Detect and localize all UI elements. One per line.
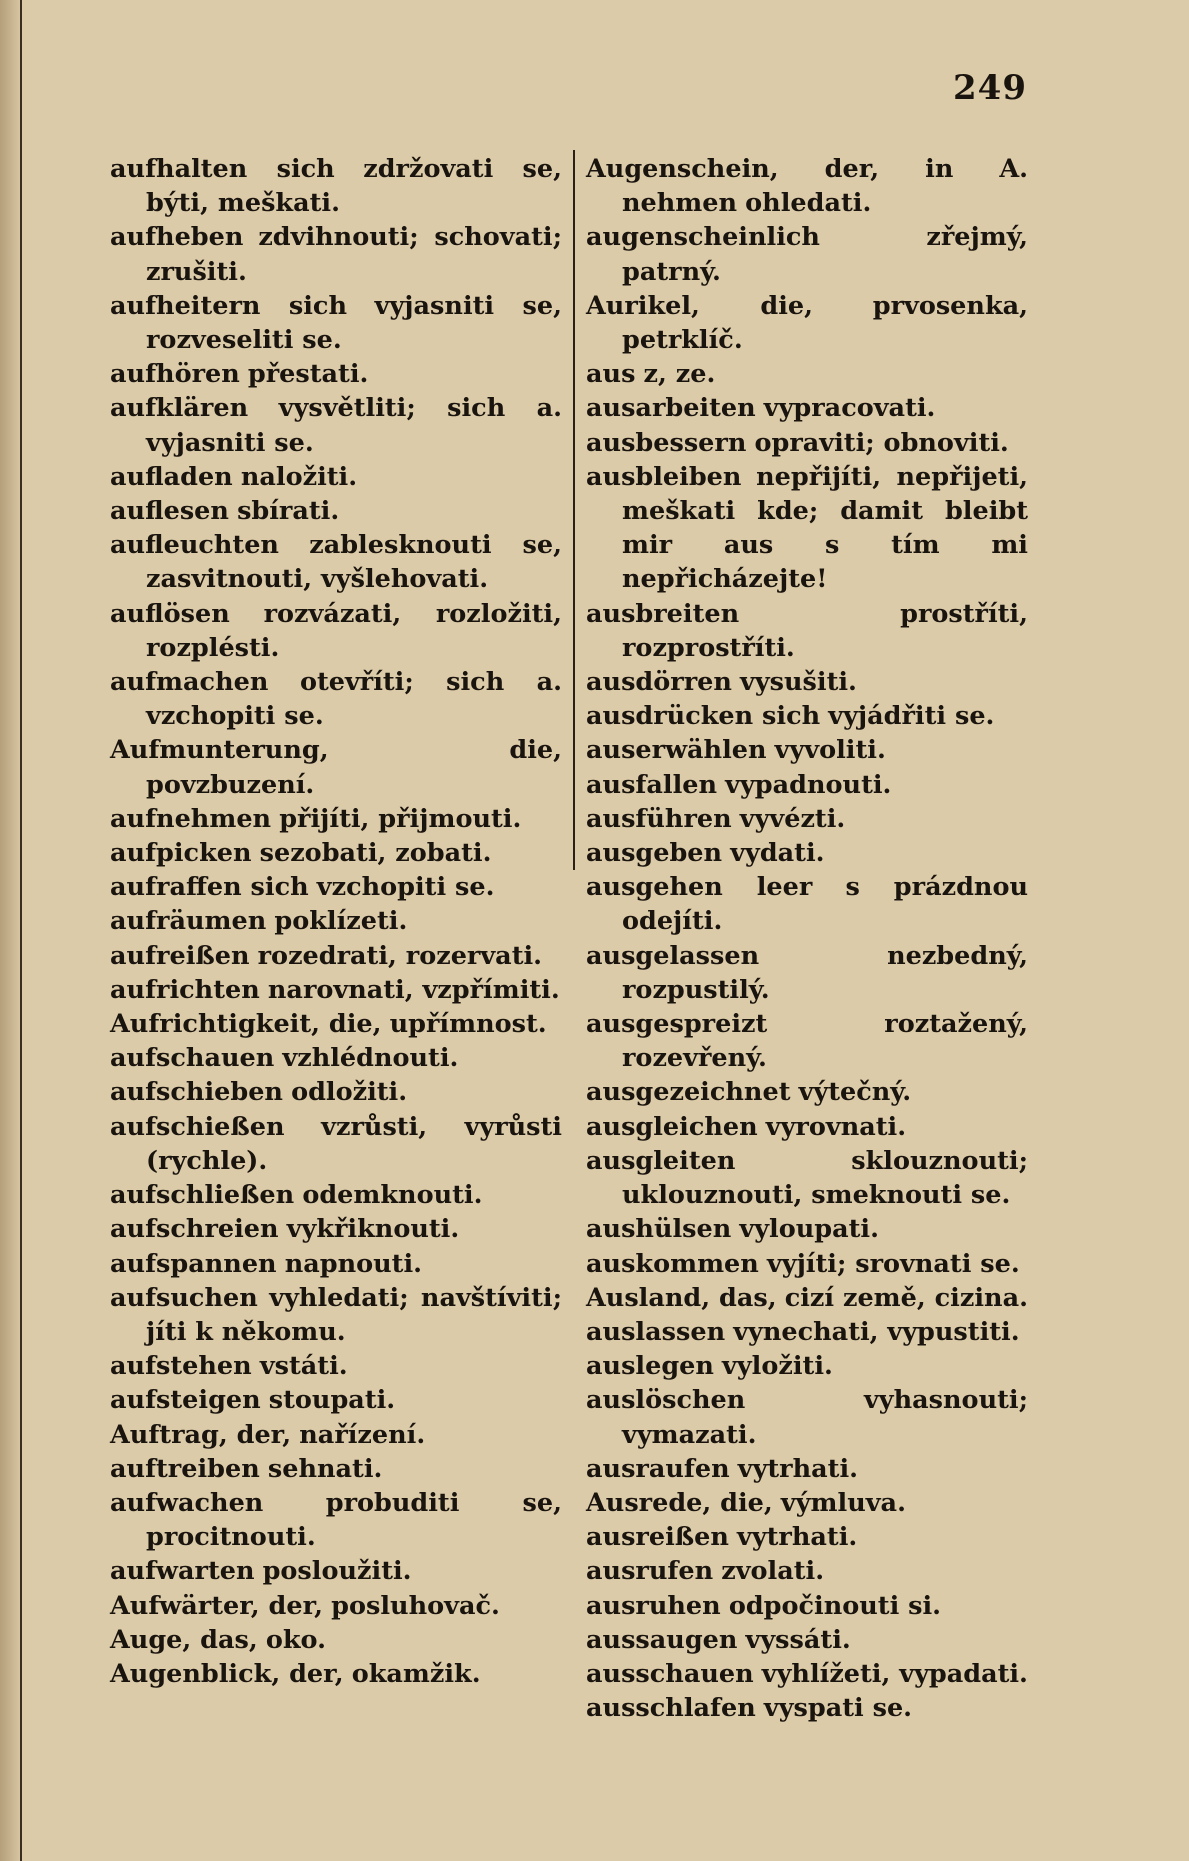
entry-gloss: cizí země, cizina. (784, 1282, 1028, 1313)
dictionary-entry (110, 220, 562, 288)
dictionary-entry (586, 460, 1028, 597)
entry-headword: auskommen (586, 1248, 759, 1279)
entry-headword: ausdörren (586, 667, 732, 698)
entry-headword: ausschlafen (586, 1693, 756, 1724)
dictionary-entry (586, 665, 1028, 699)
entry-headword: aufmachen (110, 667, 269, 698)
dictionary-entry (110, 289, 562, 357)
entry-headword: Aurikel, die, (586, 290, 814, 321)
entry-gloss: odložiti. (291, 1077, 408, 1108)
entry-headword: aufladen (110, 461, 233, 492)
entry-gloss: výtečný. (798, 1077, 912, 1108)
entry-gloss: vyssáti. (745, 1624, 851, 1655)
entry-headword: Augenblick, der, (110, 1658, 344, 1689)
entry-headword: aufsuchen (110, 1282, 258, 1313)
dictionary-entry (110, 665, 562, 733)
entry-gloss: vyspati se. (763, 1693, 913, 1724)
entry-headword: aufsteigen (110, 1385, 261, 1416)
entry-headword: Auftrag, der, (110, 1419, 292, 1450)
entry-gloss: vysvětliti; sich a. vyjasniti se. (146, 393, 562, 458)
dictionary-entry (110, 1486, 562, 1554)
entry-headword: aufschieben (110, 1077, 283, 1108)
entry-headword: Ausrede, die, (586, 1487, 773, 1518)
entry-headword: Auge, das, (110, 1624, 258, 1655)
entry-headword: auflesen (110, 496, 229, 527)
entry-gloss: s prázdnou odejíti. (622, 872, 1028, 937)
entry-gloss: přestati. (247, 359, 369, 390)
dictionary-entry (110, 1178, 562, 1212)
entry-headword: ausbleiben (586, 461, 742, 492)
entry-headword: ausfallen (586, 769, 718, 800)
entry-gloss: nezbedný, rozpustilý. (622, 940, 1028, 1005)
entry-headword: aufnehmen (110, 803, 272, 834)
entry-gloss: poklízeti. (274, 906, 408, 937)
entry-headword: aufschießen (110, 1111, 285, 1142)
entry-gloss: vytrhati. (737, 1453, 859, 1484)
entry-headword: ausgleichen (586, 1111, 758, 1142)
entry-headword: aufschreien (110, 1214, 279, 1245)
dictionary-entry (110, 1247, 562, 1281)
entry-gloss: posluhovač. (331, 1590, 500, 1621)
entry-gloss: přijíti, přijmouti. (279, 803, 522, 834)
entry-headword: ausgeben (586, 838, 723, 869)
entry-gloss: naložiti. (240, 461, 358, 492)
entry-gloss: vydati. (730, 838, 825, 869)
dictionary-entry (586, 1520, 1028, 1554)
entry-gloss: odpočinouti si. (728, 1590, 942, 1621)
dictionary-entry (586, 1075, 1028, 1109)
entry-gloss: vytrhati. (737, 1522, 858, 1553)
dictionary-entry (110, 1281, 562, 1349)
dictionary-entry (586, 870, 1028, 938)
entry-gloss: sezobati, zobati. (259, 838, 492, 869)
dictionary-entry (586, 1486, 1028, 1520)
dictionary-entry (586, 426, 1028, 460)
entry-headword: Augenschein, der, in A. nehmen (586, 154, 1028, 219)
dictionary-entry (110, 1075, 562, 1109)
dictionary-entry (110, 1623, 562, 1657)
entry-gloss: zdvihnouti; schovati; zrušiti. (146, 222, 562, 287)
entry-headword: aufschauen (110, 1043, 275, 1074)
entry-headword: auftreiben (110, 1453, 260, 1484)
entry-gloss: prostříti, rozprostříti. (622, 598, 1028, 663)
entry-headword: aufstehen (110, 1351, 252, 1382)
dictionary-entry (586, 802, 1028, 836)
entry-headword: aufwachen (110, 1487, 264, 1518)
dictionary-entry (110, 1007, 562, 1041)
dictionary-entry (110, 1110, 562, 1178)
entry-gloss: vypracovati. (763, 393, 936, 424)
dictionary-entry (110, 1418, 562, 1452)
entry-headword: augenscheinlich (586, 222, 820, 253)
entry-gloss: vzrůsti, vyrůsti (rychle). (146, 1111, 562, 1176)
dictionary-entry (586, 152, 1028, 220)
entry-gloss: vzhlédnouti. (282, 1043, 459, 1074)
dictionary-entry (586, 1691, 1028, 1725)
entry-gloss: napnouti. (284, 1248, 423, 1279)
dictionary-entry (586, 836, 1028, 870)
entry-headword: ausschauen (586, 1658, 754, 1689)
entry-headword: ausführen (586, 803, 732, 834)
entry-headword: auslöschen (586, 1385, 746, 1416)
dictionary-entry (586, 733, 1028, 767)
dictionary-entry (586, 1657, 1028, 1691)
entry-headword: ausgehen leer (586, 872, 813, 903)
entry-headword: ausgezeichnet (586, 1077, 791, 1108)
entry-headword: ausbessern (586, 427, 747, 458)
dictionary-entry (586, 1554, 1028, 1588)
dictionary-entry (110, 802, 562, 836)
entry-gloss: sklouznouti; uklouznouti, smeknouti se. (622, 1145, 1028, 1211)
entry-gloss: zablesknouti se, zasvitnouti, vyšlehovati. (146, 530, 562, 595)
entry-headword: aufhören (110, 359, 240, 390)
entry-headword: ausreißen (586, 1522, 729, 1553)
entry-gloss: vyhlížeti, vypadati. (761, 1658, 1028, 1689)
entry-gloss: vyjíti; srovnati se. (766, 1248, 1020, 1279)
dictionary-entry (110, 904, 562, 938)
entry-headword: ausruhen (586, 1590, 721, 1621)
entry-headword: aus (586, 359, 636, 390)
entry-headword: ausbreiten (586, 598, 740, 629)
entry-headword: ausgelassen (586, 940, 760, 971)
entry-headword: auslassen (586, 1316, 726, 1347)
dictionary-entry (586, 1623, 1028, 1657)
entry-headword: aufklären (110, 393, 249, 424)
dictionary-entry (586, 289, 1028, 357)
entry-headword: auflösen (110, 598, 230, 629)
dictionary-entry (586, 1144, 1028, 1212)
dictionary-entry (110, 1041, 562, 1075)
dictionary-entry (110, 152, 562, 220)
entry-gloss: vyhasnouti; vymazati. (622, 1385, 1028, 1450)
entry-gloss: vyjádřiti se. (828, 701, 995, 732)
entry-gloss: opraviti; obnoviti. (754, 427, 1009, 458)
entry-gloss: zvolati. (721, 1556, 825, 1587)
dictionary-entry (586, 1110, 1028, 1144)
dictionary-entry (586, 1212, 1028, 1246)
entry-gloss: vyvoliti. (774, 735, 886, 766)
entry-headword: aufheben (110, 222, 244, 253)
entry-gloss: vynechati, vypustiti. (733, 1316, 1020, 1347)
entry-headword: ausraufen (586, 1453, 730, 1484)
entry-headword: ausgleiten (586, 1145, 736, 1176)
entry-headword: Aufmunterung, die, (110, 735, 562, 766)
entry-headword: aufpicken (110, 838, 252, 869)
entry-gloss: zdržovati se, býti, meškati. (146, 154, 563, 219)
entry-gloss: sehnati. (267, 1453, 383, 1484)
entry-gloss: vyložiti. (722, 1351, 833, 1382)
dictionary-entry (586, 1452, 1028, 1486)
entry-gloss: vyvézti. (739, 803, 846, 834)
dictionary-entry (586, 1007, 1028, 1075)
entry-headword: Aufrichtigkeit, die, (110, 1009, 382, 1040)
dictionary-entry (110, 836, 562, 870)
dictionary-entry (110, 870, 562, 904)
book-spine (0, 0, 22, 1861)
entry-headword: aufwarten (110, 1556, 255, 1587)
entry-gloss: oko. (265, 1624, 326, 1655)
entry-gloss: rozvázati, rozložiti, rozplésti. (146, 598, 562, 663)
entry-headword: aufreißen (110, 940, 250, 971)
dictionary-entry (586, 939, 1028, 1007)
entry-headword: aufheitern sich (110, 290, 347, 321)
entry-headword: aufräumen (110, 906, 267, 937)
entry-gloss: vzchopiti se. (316, 872, 495, 903)
dictionary-entry (586, 1349, 1028, 1383)
entry-headword: aufrichten (110, 974, 260, 1005)
dictionary-entry (110, 494, 562, 528)
entry-gloss: vysušiti. (740, 667, 857, 698)
dictionary-entry (110, 939, 562, 973)
entry-headword: ausrufen (586, 1556, 714, 1587)
entry-gloss: odemknouti. (302, 1180, 483, 1211)
dictionary-entry (110, 597, 562, 665)
dictionary-entry (586, 768, 1028, 802)
entry-headword: aufspannen (110, 1248, 277, 1279)
entry-gloss: vykřiknouti. (286, 1214, 460, 1245)
entry-headword: aufhalten sich (110, 154, 335, 184)
entry-headword: ausdrücken sich (586, 701, 821, 732)
dictionary-entry (586, 1247, 1028, 1281)
entry-gloss: vyhledati; navštíviti; jíti k někomu. (146, 1282, 562, 1347)
entry-gloss: okamžik. (351, 1658, 481, 1689)
entry-gloss: prvosenka, petrklíč. (622, 290, 1029, 356)
entry-gloss: upřímnost. (389, 1009, 547, 1040)
entry-gloss: narovnati, vzpřímiti. (267, 974, 560, 1005)
dictionary-entry (586, 597, 1028, 665)
page-number: 249 (953, 68, 1027, 108)
entry-gloss: nepřijíti, nepřijeti, meškati kde; damit bleibt mir aus s tím mi nepřicházejte! (622, 461, 1029, 595)
dictionary-entry (110, 1657, 562, 1691)
entry-gloss: vyloupati. (739, 1214, 879, 1245)
entry-headword: aufraffen sich (110, 872, 309, 903)
entry-headword: ausarbeiten (586, 393, 756, 424)
dictionary-entry (586, 699, 1028, 733)
entry-gloss: roztažený, rozevřený. (622, 1009, 1028, 1074)
entry-gloss: vstáti. (259, 1351, 348, 1382)
dictionary-entry (586, 391, 1028, 425)
entry-headword: aufleuchten (110, 530, 279, 561)
dictionary-entry (110, 391, 562, 459)
entry-headword: aussaugen (586, 1624, 738, 1655)
right-column (586, 152, 1028, 1725)
dictionary-entry (110, 460, 562, 494)
entry-gloss: posloužiti. (262, 1556, 412, 1587)
entry-gloss: nařízení. (299, 1419, 426, 1450)
entry-gloss: povzbuzení. (146, 769, 315, 800)
left-column (110, 152, 562, 1691)
dictionary-entry (586, 1589, 1028, 1623)
entry-headword: auserwählen (586, 735, 767, 766)
dictionary-entry (586, 1383, 1028, 1451)
entry-gloss: sbírati. (237, 496, 340, 527)
entry-headword: Aufwärter, der, (110, 1590, 324, 1621)
dictionary-entry (110, 528, 562, 596)
dictionary-entry (110, 1452, 562, 1486)
entry-gloss: výmluva. (780, 1487, 906, 1518)
entry-gloss: zřejmý, patrný. (622, 222, 1028, 287)
dictionary-entry (586, 1315, 1028, 1349)
dictionary-entry (110, 1212, 562, 1246)
dictionary-entry (110, 1383, 562, 1417)
entry-headword: aushülsen (586, 1214, 732, 1245)
dictionary-entry (586, 1281, 1028, 1315)
entry-gloss: vypadnouti. (725, 769, 892, 800)
entry-gloss: rozedrati, rozervati. (257, 940, 543, 971)
dictionary-entry (110, 973, 562, 1007)
column-divider (573, 150, 575, 870)
dictionary-entry (110, 1589, 562, 1623)
entry-headword: auslegen (586, 1351, 714, 1382)
entry-headword: aufschließen (110, 1180, 295, 1211)
dictionary-entry (586, 357, 1028, 391)
entry-gloss: ohledati. (745, 188, 872, 219)
dictionary-entry (110, 733, 562, 801)
entry-gloss: z, ze. (643, 359, 716, 390)
entry-gloss: otevříti; sich a. vzchopiti se. (146, 667, 562, 732)
entry-gloss: vyjasniti se, rozveseliti se. (146, 290, 562, 356)
entry-gloss: probuditi se, procitnouti. (146, 1487, 563, 1553)
entry-gloss: vyrovnati. (765, 1111, 907, 1142)
entry-gloss: stoupati. (268, 1385, 396, 1416)
dictionary-entry (110, 357, 562, 391)
dictionary-entry (110, 1554, 562, 1588)
entry-headword: Ausland, das, (586, 1282, 777, 1313)
entry-headword: ausgespreizt (586, 1009, 768, 1040)
dictionary-entry (110, 1349, 562, 1383)
dictionary-entry (586, 220, 1028, 288)
